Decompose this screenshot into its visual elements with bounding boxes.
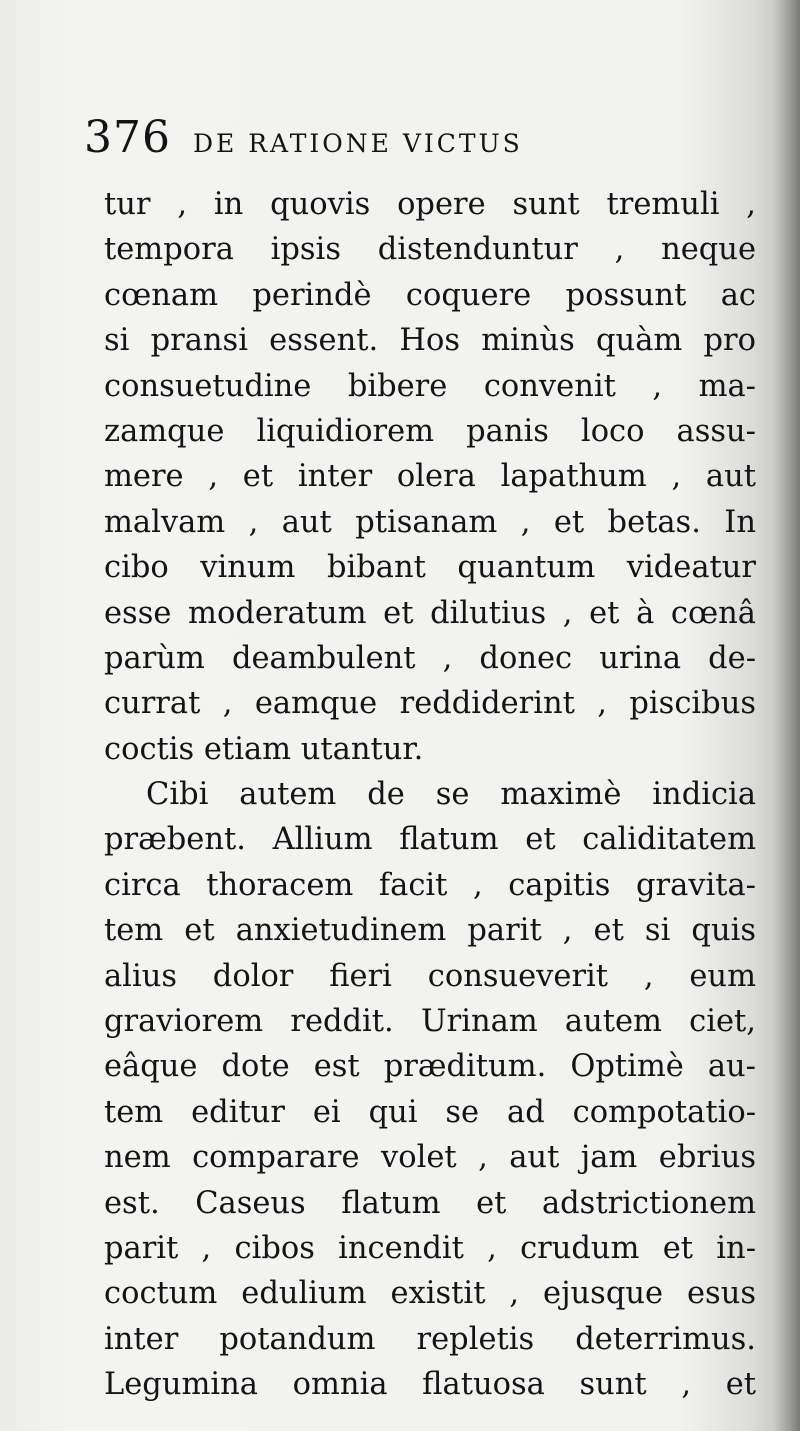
text-line: zamque liquidiorem panis loco assu- xyxy=(104,413,756,449)
text-line: Legumina omnia flatuosa sunt , et xyxy=(104,1367,756,1403)
page-header xyxy=(84,112,724,168)
text-line: graviorem reddit. Urinam autem ciet, xyxy=(104,1004,756,1040)
paragraph-start-line: Cibi autem de se maximè indicia xyxy=(146,777,756,813)
text-line: cibo vinum bibant quantum videatur xyxy=(104,550,756,586)
running-title: DE RATIONE VICTUS xyxy=(192,129,523,158)
text-line: mere , et inter olera lapathum , aut xyxy=(104,459,756,495)
page-number: 376 xyxy=(84,112,171,163)
text-line: coctum edulium existit , ejusque esus xyxy=(104,1276,756,1312)
text-line: currat , eamque reddiderint , piscibus xyxy=(104,686,756,722)
text-line: tem editur ei qui se ad compotatio- xyxy=(104,1094,756,1130)
text-line: eâque dote est præditum. Optimè au- xyxy=(104,1049,756,1085)
text-line: malvam , aut ptisanam , et betas. In xyxy=(104,504,756,540)
text-line: tempora ipsis distenduntur , neque xyxy=(104,232,756,268)
text-line: parit , cibos incendit , crudum et in- xyxy=(104,1230,756,1266)
text-line: cœnam perindè coquere possunt ac xyxy=(104,277,756,313)
paragraph-end-line: coctis etiam utantur. xyxy=(104,731,424,767)
text-line: præbent. Allium flatum et caliditatem xyxy=(104,822,756,858)
text-line: est. Caseus flatum et adstrictionem xyxy=(104,1185,756,1221)
text-line: tur , in quovis opere sunt tremuli , xyxy=(104,187,756,222)
text-line: nem comparare volet , aut jam ebrius xyxy=(104,1140,756,1176)
text-line: consuetudine bibere convenit , ma- xyxy=(104,368,756,404)
binding-shadow xyxy=(774,0,800,1431)
text-line: parùm deambulent , donec urina de- xyxy=(104,640,756,676)
text-line: tem et anxietudinem parit , et si quis xyxy=(104,913,756,949)
text-line: si pransi essent. Hos minùs quàm pro xyxy=(104,323,756,359)
text-line: alius dolor fieri consueverit , eum xyxy=(104,958,756,994)
text-line: circa thoracem facit , capitis gravita- xyxy=(104,867,756,903)
body-text xyxy=(104,182,756,1408)
text-line: inter potandum repletis deterrimus. xyxy=(104,1321,756,1357)
text-line: esse moderatum et dilutius , et à cœnâ xyxy=(104,595,756,631)
